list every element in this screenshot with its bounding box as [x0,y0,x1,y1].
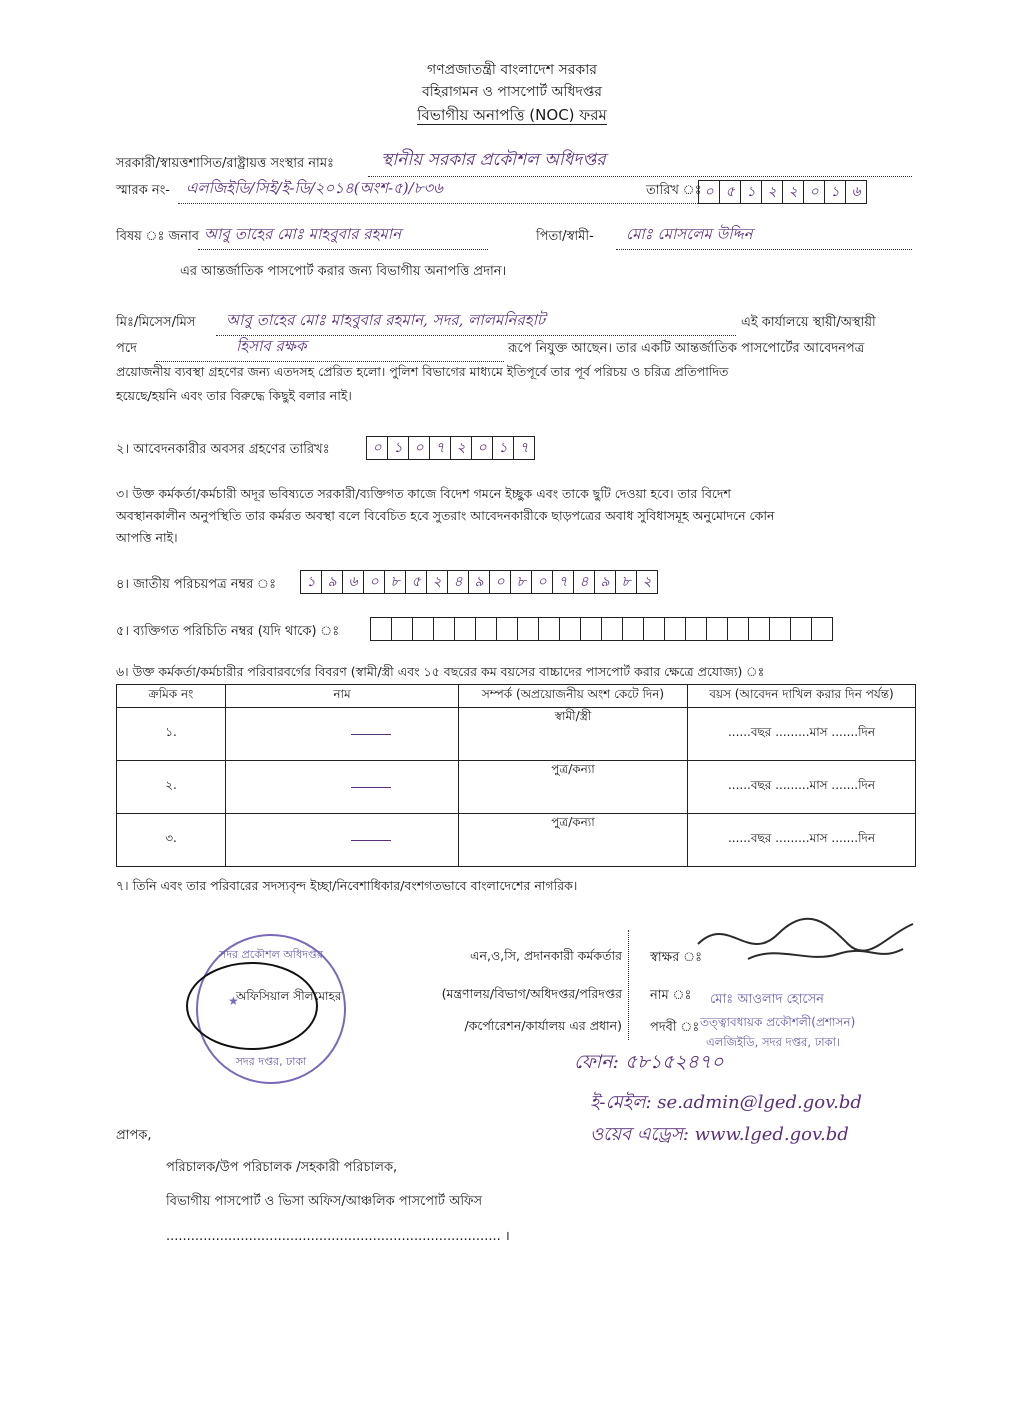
stamp-ring-top: সদর প্রকৌশল অধিদপ্তর [219,948,323,961]
date-boxes: ০ ৫ ১ ২ ২ ০ ১ ৬ [698,180,867,204]
org-row [116,150,912,177]
family-table [116,684,916,867]
govt-title: গণপ্রজাতন্ত্রী বাংলাদেশ সরকার [427,62,597,78]
post-value: হিসাব রক্ষক [236,337,307,355]
officer-name-value: মোঃ আওলাদ হোসেন [710,992,824,1007]
stamp-ring-bottom: সদর দপ্তর, ঢাকা [235,1055,307,1068]
seal-label: অফিসিয়াল সীলমোহর [236,989,342,1003]
name-strike-mark [351,787,391,788]
body-line1: মিঃ/মিসেস/মিস আবু তাহের মোঃ মাহবুবার রহমান, সদর, লালমনিরহাট এই কার্যালয়ে স্থায়ী/অস্থায়ী [116,312,912,336]
memo-row [116,180,912,206]
family-label: ৬। উক্ত কর্মকর্তা/কর্মচারীর পরিবারবর্গের বিবরণ (স্বামী/স্ত্রী এবং ১৫ বছরের কম বয়সের বাচ্চাদের পাসপোর্ট করার ক্ষেত্রে প্রযোজ্য) ঃ [116,664,765,679]
table-row: ৩. পুত্র/কন্যা ......বছর .........মাস .......দিন [117,814,916,867]
employee-name-value: আবু তাহের মোঃ মাহবুবার রহমান, সদর, লালমনিরহাট [226,311,546,329]
recipient-label: প্রাপক, [116,1128,152,1143]
subject-name: আবু তাহের মোঃ মাহবুবার রহমান [204,225,402,243]
recipient-line2: বিভাগীয় পাসপোর্ট ও ভিসা অফিস/আঞ্চলিক পাসপোর্ট অফিস [166,1194,483,1209]
body-line3: প্রয়োজনীয় ব্যবস্থা গ্রহণের জন্য এতদসহ প্রেরিত হলো। পুলিশ বিভাগের মাধ্যমে ইতিপূর্বে তার পূর্ব পরিচয় ও চরিত্র প্রতিপাদিত [116,364,729,379]
father-label: পিতা/স্বামী- [536,229,594,244]
email-text: ই-মেইল: se.admin@lged.gov.bd [590,1092,862,1113]
website-text: ওয়েব এড্রেস: www.lged.gov.bd [590,1124,849,1145]
name-strike-mark [351,840,391,841]
recipient-line1: পরিচালক/উপ পরিচালক /সহকারী পরিচালক, [166,1160,398,1175]
father-value: মোঃ মোসলেম উদ্দিন [626,225,753,243]
retirement-label: ২। আবেদনকারীর অবসর গ্রহণের তারিখঃ [116,442,330,457]
memo-label: স্মারক নং- [116,183,170,198]
org-label: সরকারী/স্বায়ত্তশাসিত/রাষ্ট্রায়ত্ত সংস্থার নামঃ [116,156,334,171]
phone-text: ফোন: ৫৮১৫২৪৭০ [574,1051,724,1073]
stamp-star-icon: ★ [228,994,239,1008]
officer-left3: /কর্পোরেশন/কার্যালয় এর প্রধান) [464,1018,622,1033]
officer-left2: (মন্ত্রণালয়/বিভাগ/অধিদপ্তর/পরিদপ্তর [441,986,622,1001]
pin-boxes [370,617,833,641]
form-title: বিভাগীয় অনাপত্তি (NOC) ফরম [417,106,607,124]
family-table-header: ক্রমিক নং নাম সম্পর্ক (অপ্রয়োজনীয় অংশ কেটে দিন) বয়স (আবেদন দাখিল করার দিন পর্যন্ত) [117,685,916,708]
sign-label: স্বাক্ষর ঃ [650,950,703,965]
officer-left1: এন,ও,সি, প্রদানকারী কর্মকর্তার [470,948,622,963]
nid-boxes: ১ ৯ ৬ ০ ৮ ৫ ২ ৪ ৯ ০ ৮ ০ ৭ ৪ ৯ ৮ ২ [300,570,658,594]
body-line4: হয়েছে/হয়নি এবং তার বিরুদ্ধে কিছুই বলার নাই। [116,388,352,403]
retirement-date-boxes: ০ ১ ০ ৭ ২ ০ ১ ৭ [366,436,535,460]
org-value: স্থানীয় সরকার প্রকৌশল অধিদপ্তর [381,150,606,170]
table-row: ১. স্বামী/স্ত্রী ......বছর .........মাস .......দিন [117,708,916,761]
officer-designation-value: তত্ত্বাবধায়ক প্রকৌশলী(প্রশাসন) [700,1015,856,1029]
designation-label: পদবী ঃ [650,1020,700,1035]
table-row: ২. পুত্র/কন্যা ......বছর .........মাস .......দিন [117,761,916,814]
memo-value: এলজিইডি/সিই/ই-ডি/২০১৪(অংশ-৫)/৮৩৬ [186,179,443,197]
date-label: তারিখ ঃ [646,183,702,198]
signature-icon [688,904,928,984]
citizenship-statement: ৭। তিনি এবং তার পরিবারের সদস্যবৃন্দ ইচ্ছা/নিবেশাধিকার/বংশগতভাবে বাংলাদেশের নাগরিক। [116,878,578,893]
recipient-line3: ................................................................................. । [166,1229,510,1244]
pin-label: ৫। ব্যক্তিগত পরিচিতি নম্বর (যদি থাকে) ঃ [116,624,340,639]
name-strike-mark [351,734,391,735]
officer-office-value: এলজিইডি, সদর দপ্তর, ঢাকা। [706,1035,841,1049]
item3-line2: অবস্থানকালীন অনুপস্থিতি তার কর্মরত অবস্থা বলে বিবেচিত হবে সুতরাং আবেদনকারীকে ছাড়পত্রের অবাধ সুবিধাসমূহ অনুমোদনে কোন [116,508,775,523]
subject-label: বিষয় ঃ জনাব [116,229,200,244]
item3-line1: ৩। উক্ত কর্মকর্তা/কর্মচারী অদূর ভবিষ্যতে সরকারী/ব্যক্তিগত কাজে বিদেশ গমনে ইচ্ছুক এবং তাকে ছুটি দেওয়া হবে। তার বিদেশ [116,486,731,501]
subject-tail: এর আন্তর্জাতিক পাসপোর্ট করার জন্য বিভাগীয় অনাপত্তি প্রদান। [180,264,507,279]
department-title: বহিরাগমন ও পাসপোর্ট অধিদপ্তর [421,84,603,100]
subject-row [116,226,912,250]
name-label: নাম ঃ [650,988,692,1003]
nid-label: ৪। জাতীয় পরিচয়পত্র নম্বর ঃ [116,577,277,592]
body-line2: পদে হিসাব রক্ষক রূপে নিযুক্ত আছেন। তার একটি আন্তর্জাতিক পাসপোর্টের আবেদনপত্র [116,340,912,362]
item3-line3: আপত্তি নাই। [116,530,178,545]
